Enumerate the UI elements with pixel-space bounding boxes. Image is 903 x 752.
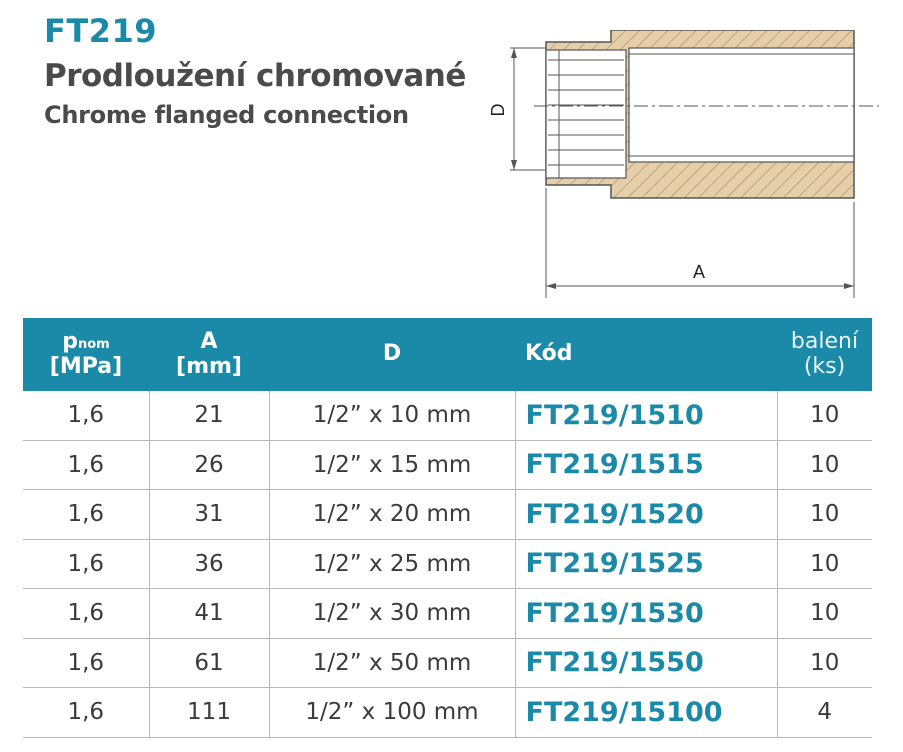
cell-pnom: 1,6: [23, 589, 149, 639]
column-header-pnom: [23, 318, 149, 391]
cell-pnom: 1,6: [23, 391, 149, 440]
cell-kod: FT219/1510: [515, 391, 777, 440]
cell-pnom: 1,6: [23, 440, 149, 490]
table-row: [23, 589, 872, 639]
a-unit: [mm]: [176, 353, 242, 379]
cell-a: 31: [149, 490, 269, 540]
cell-d: 1/2” x 100 mm: [269, 688, 515, 738]
column-header-baleni: [777, 318, 872, 391]
technical-drawing: [484, 30, 884, 305]
baleni-label: balení: [790, 329, 859, 355]
cell-d: 1/2” x 50 mm: [269, 638, 515, 688]
column-header-a: [149, 318, 269, 391]
dimension-label-d: D: [488, 103, 508, 117]
cell-a: 61: [149, 638, 269, 688]
baleni-unit: (ks): [803, 353, 846, 379]
cell-pnom: 1,6: [23, 539, 149, 589]
table-row: [23, 490, 872, 540]
cell-a: 41: [149, 589, 269, 639]
cell-kod: FT219/1530: [515, 589, 777, 639]
cell-a: 26: [149, 440, 269, 490]
cell-baleni: 10: [777, 391, 872, 440]
cell-d: 1/2” x 30 mm: [269, 589, 515, 639]
cell-pnom: 1,6: [23, 688, 149, 738]
cell-kod: FT219/1525: [515, 539, 777, 589]
cell-baleni: 10: [777, 589, 872, 639]
product-title-en: Chrome flanged connection: [44, 101, 409, 129]
pnom-unit: [MPa]: [49, 353, 123, 379]
table-row: [23, 688, 872, 738]
cell-a: 111: [149, 688, 269, 738]
table-row: [23, 638, 872, 688]
product-table: [23, 318, 872, 738]
table-row: [23, 440, 872, 490]
cell-kod: FT219/1550: [515, 638, 777, 688]
cell-kod: FT219/1520: [515, 490, 777, 540]
cell-a: 36: [149, 539, 269, 589]
cell-d: 1/2” x 25 mm: [269, 539, 515, 589]
dimension-label-a: A: [692, 262, 706, 282]
cell-baleni: 4: [777, 688, 872, 738]
table-header-row: [23, 318, 872, 391]
d-label: D: [382, 341, 402, 367]
cell-baleni: 10: [777, 539, 872, 589]
kod-label: Kód: [525, 341, 573, 367]
cell-d: 1/2” x 20 mm: [269, 490, 515, 540]
a-label: A: [200, 329, 218, 355]
cell-d: 1/2” x 10 mm: [269, 391, 515, 440]
cell-baleni: 10: [777, 490, 872, 540]
cell-baleni: 10: [777, 440, 872, 490]
column-header-kod: [515, 318, 777, 391]
product-code: FT219: [44, 12, 157, 50]
cell-kod: FT219/15100: [515, 688, 777, 738]
cell-kod: FT219/1515: [515, 440, 777, 490]
product-title-cz: Prodloužení chromované: [44, 58, 466, 94]
column-header-d: [269, 318, 515, 391]
cell-pnom: 1,6: [23, 638, 149, 688]
pnom-label: p: [62, 329, 78, 355]
table-row: [23, 391, 872, 440]
cell-d: 1/2” x 15 mm: [269, 440, 515, 490]
pnom-subscript: nom: [78, 337, 110, 353]
table-row: [23, 539, 872, 589]
cell-baleni: 10: [777, 638, 872, 688]
cell-pnom: 1,6: [23, 490, 149, 540]
cell-a: 21: [149, 391, 269, 440]
